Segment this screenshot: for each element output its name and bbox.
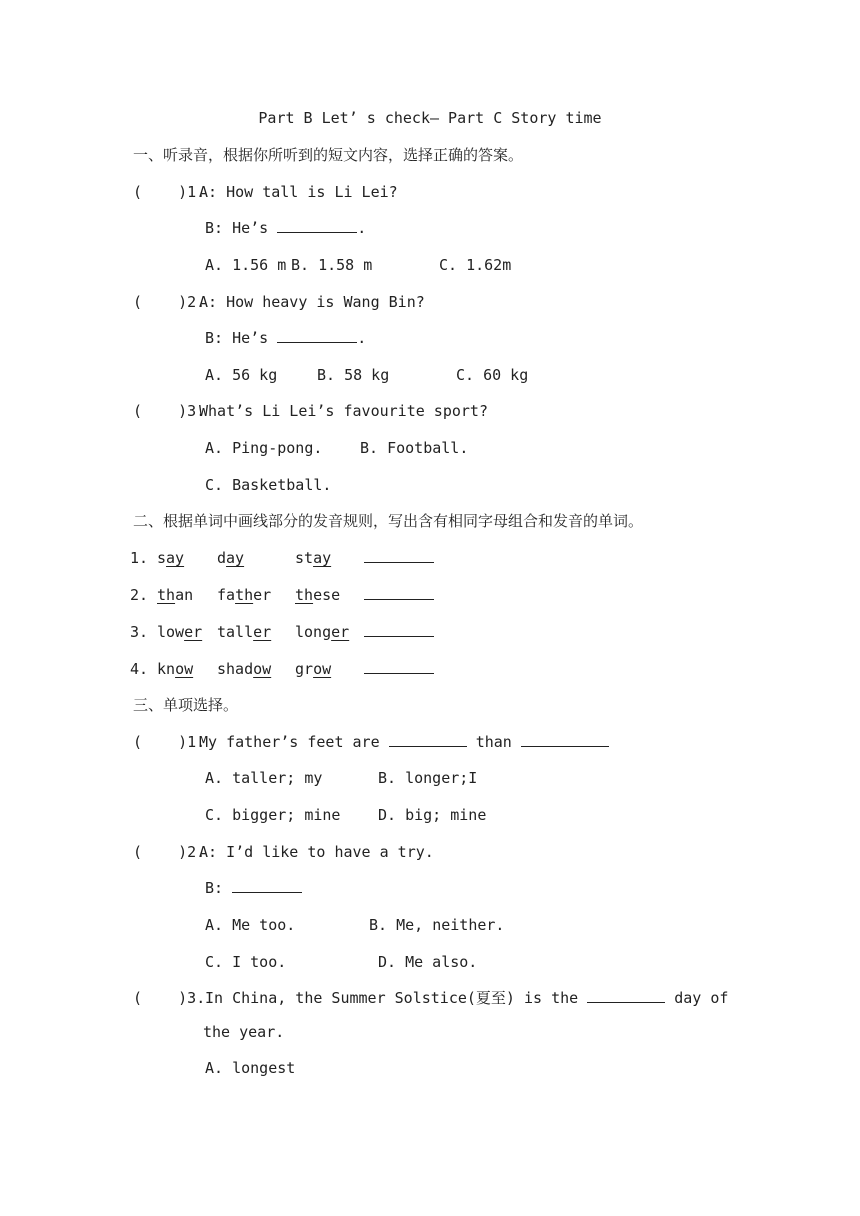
s1-q3-number: ( )3. (133, 402, 206, 420)
word: lower (157, 623, 203, 641)
word: day (217, 549, 245, 567)
s3-q3-question: In China, the Summer Solstice(夏至) is the day of (205, 989, 729, 1007)
s1-q2-option-c: C. 60 kg (456, 366, 529, 384)
s3-q2-number: ( )2. (133, 843, 206, 861)
s3-q1-option-a: A. taller; my (205, 769, 323, 787)
s1-q2-answer-line (205, 328, 366, 348)
s2-row-2-number: 2. (130, 586, 149, 604)
s1-q1-option-a: A. 1.56 m (205, 256, 287, 274)
s1-q3-option-c: C. Basketball. (205, 476, 332, 494)
underlined-letters: th (295, 586, 314, 604)
s2-row-1-number: 1. (130, 549, 149, 567)
s3-q3-question-cont: the year. (203, 1023, 285, 1041)
s3-q1-number: ( )1. (133, 733, 206, 751)
answer-blank[interactable] (232, 878, 302, 893)
s1-q1-option-c: C. 1.62m (439, 256, 512, 274)
section-2-heading: 二、根据单词中画线部分的发音规则，写出含有相同字母组合和发音的单词。 (133, 512, 644, 530)
answer-blank[interactable] (277, 328, 357, 343)
s1-q1-question: A: How tall is Li Lei? (199, 183, 398, 201)
underlined-letters: th (157, 586, 176, 604)
underlined-letters: ay (226, 549, 245, 567)
word: say (157, 549, 185, 567)
word: taller (217, 623, 272, 641)
s3-q2-option-d: D. Me also. (378, 953, 478, 971)
s1-q1-answer-line (205, 218, 366, 238)
answer-blank[interactable] (521, 732, 609, 747)
s1-q3-question: What’s Li Lei’s favourite sport? (199, 402, 488, 420)
s1-q3-option-a: A. Ping-pong. (205, 439, 323, 457)
s3-q2-option-a: A. Me too. (205, 916, 296, 934)
underlined-letters: ay (166, 549, 185, 567)
answer-line[interactable] (364, 548, 434, 568)
s3-q3-option-a: A. longest (205, 1059, 296, 1077)
underlined-letters: ow (175, 660, 194, 678)
answer-blank[interactable] (587, 988, 665, 1003)
answer-line[interactable] (364, 659, 434, 679)
period: . (357, 219, 367, 237)
underlined-letters: er (331, 623, 350, 641)
s1-q2-answer-prefix: B: He’s (205, 329, 269, 347)
s1-q3-option-b: B. Football. (360, 439, 469, 457)
word: these (295, 586, 341, 604)
word: know (157, 660, 194, 678)
s1-q2-question: A: How heavy is Wang Bin? (199, 293, 425, 311)
s2-row-3-number: 3. (130, 623, 149, 641)
page-title: Part B Let’ s check— Part C Story time (258, 109, 602, 127)
underlined-letters: ow (313, 660, 332, 678)
s1-q2-option-b: B. 58 kg (317, 366, 390, 384)
answer-blank[interactable] (277, 218, 357, 233)
word: longer (295, 623, 350, 641)
section-1-heading: 一、听录音，根据你所听到的短文内容，选择正确的答案。 (133, 146, 524, 164)
word: stay (295, 549, 332, 567)
s3-q2-question: A: I’d like to have a try. (199, 843, 434, 861)
s3-q1-option-d: D. big; mine (378, 806, 487, 824)
underlined-letters: th (235, 586, 254, 604)
section-3-heading: 三、单项选择。 (133, 696, 239, 714)
s3-q1-option-b: B. longer;I (378, 769, 478, 787)
word: than (157, 586, 194, 604)
answer-line[interactable] (364, 622, 434, 642)
word: father (217, 586, 272, 604)
s3-q1-option-c: C. bigger; mine (205, 806, 341, 824)
s3-q2-answer-line: B: (205, 878, 302, 898)
s3-q3-number: ( )3. (133, 989, 206, 1007)
word: shadow (217, 660, 272, 678)
s1-q1-number: ( )1. (133, 183, 206, 201)
word: grow (295, 660, 332, 678)
underlined-letters: ay (313, 549, 332, 567)
s3-q1-question: My father’s feet are than (199, 732, 609, 752)
answer-line[interactable] (364, 585, 434, 605)
period: . (357, 329, 367, 347)
s3-q2-option-c: C. I too. (205, 953, 287, 971)
s3-q2-option-b: B. Me, neither. (369, 916, 505, 934)
s1-q1-answer-prefix: B: He’s (205, 219, 269, 237)
answer-blank[interactable] (389, 732, 467, 747)
underlined-letters: ow (253, 660, 272, 678)
underlined-letters: er (253, 623, 272, 641)
s2-row-4-number: 4. (130, 660, 149, 678)
underlined-letters: er (184, 623, 203, 641)
s1-q2-number: ( )2. (133, 293, 206, 311)
s1-q2-option-a: A. 56 kg (205, 366, 278, 384)
s1-q1-option-b: B. 1.58 m (291, 256, 373, 274)
